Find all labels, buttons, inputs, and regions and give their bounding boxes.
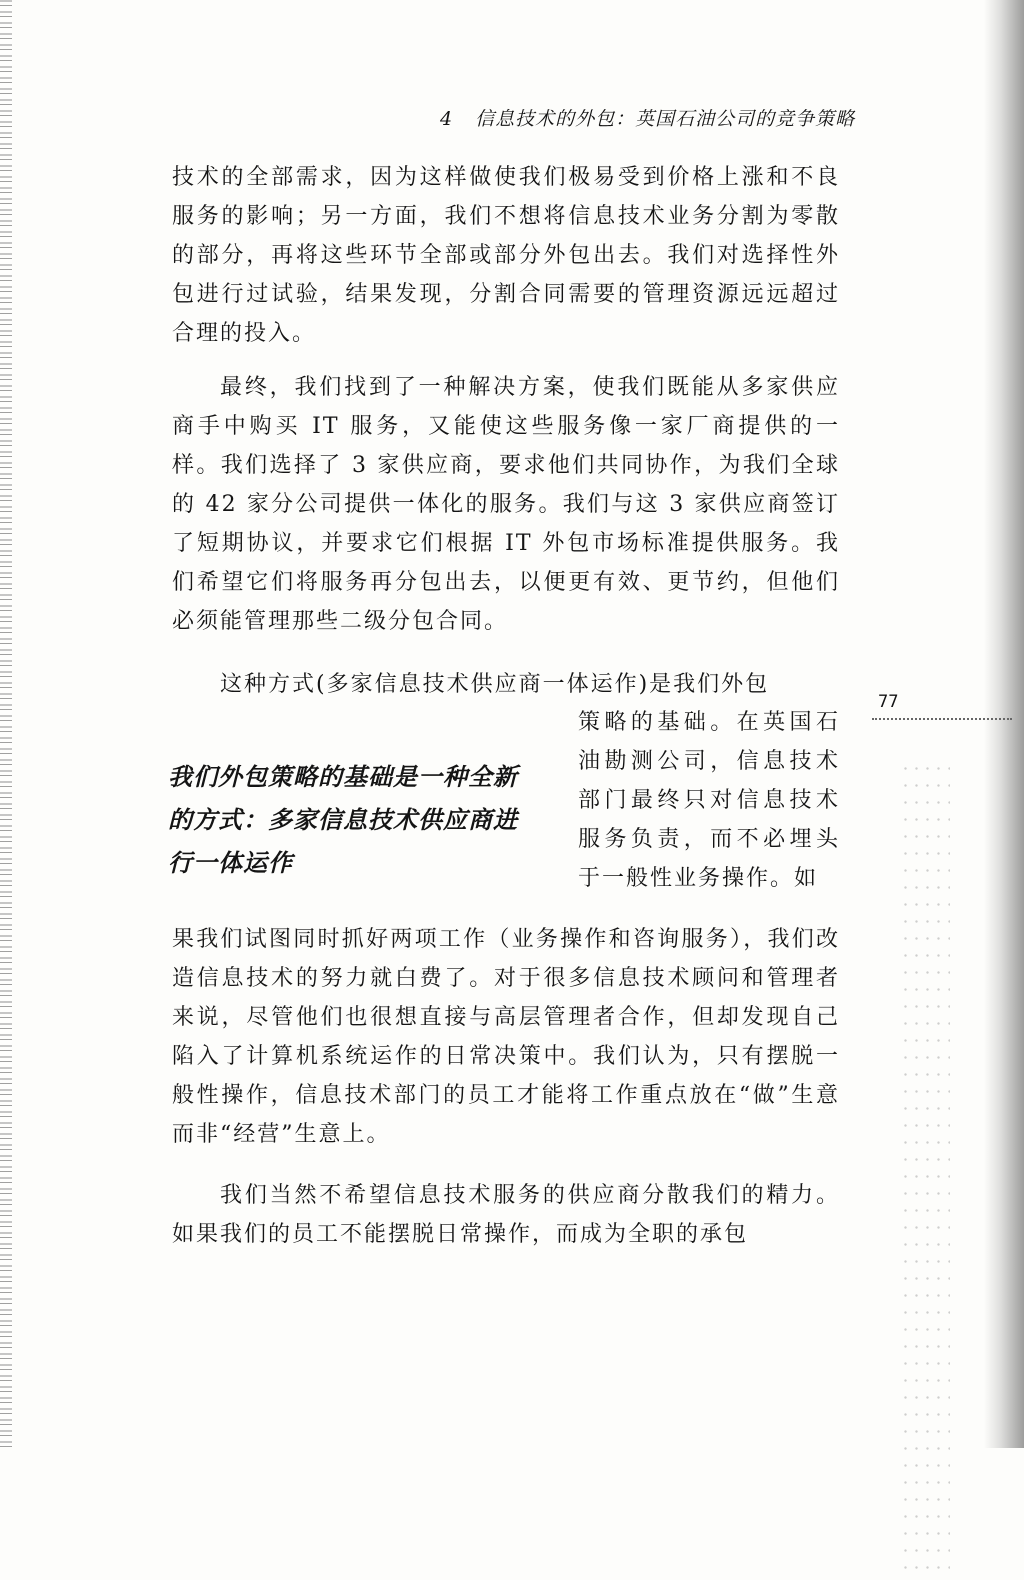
paragraph-3-right-column: 策略的基础。在英国石油勘测公司，信息技术部门最终只对信息技术服务负责，而不必埋头于一般性业务操作。如 — [578, 710, 840, 891]
scan-noise — [900, 760, 950, 1580]
scan-left-edge — [0, 0, 12, 1448]
chapter-number: 4 — [440, 108, 454, 130]
paragraph-3-continued: 果我们试图同时抓好两项工作（业务操作和咨询服务），我们改造信息技术的努力就白费了。对于很多信息技术顾问和管理者来说，尽管他们也很想直接与高层管理者合作，但却发现自己陷入了计算机系统运作的日常决策中。我们认为，只有摆脱一般性操作，信息技术部门的员工才能将工作重点放在“做”生意而非“经营”生意上。 — [172, 927, 840, 1147]
scan-right-shadow — [984, 0, 1024, 1448]
pull-quote: 我们外包策略的基础是一种全新的方式：多家信息技术供应商进行一体运作 — [168, 762, 518, 877]
paragraph-3-lead: 这种方式(多家信息技术供应商一体运作)是我们外包 — [220, 672, 770, 697]
paragraph-2: 最终，我们找到了一种解决方案，使我们既能从多家供应商手中购买 IT 服务，又能使这些服务像一家厂商提供的一样。我们选择了 3 家供应商，要求他们共同协作，为我们全球的 42 家分公司提供一体化的服务。我们与这 3 家供应商签订了短期协议，并要求它们根据 IT 外包市场标准提供服务。我们希望它们将服务再分包出去，以便更有效、更节约，但他们必须能管理那些二级分包合同。 — [172, 375, 840, 634]
page-number-rule — [872, 718, 1012, 720]
page-number: 77 — [878, 692, 899, 712]
running-header — [440, 104, 900, 131]
paragraph-4: 我们当然不希望信息技术服务的供应商分散我们的精力。如果我们的员工不能摆脱日常操作，而成为全职的承包 — [172, 1183, 840, 1247]
paragraph-1: 技术的全部需求，因为这样做使我们极易受到价格上涨和不良服务的影响；另一方面，我们不想将信息技术业务分割为零散的部分，再将这些环节全部或部分外包出去。我们对选择性外包进行过试验，结果发现，分割合同需要的管理资源远远超过合理的投入。 — [172, 165, 840, 346]
running-title: 信息技术的外包：英国石油公司的竞争策略 — [475, 108, 856, 130]
